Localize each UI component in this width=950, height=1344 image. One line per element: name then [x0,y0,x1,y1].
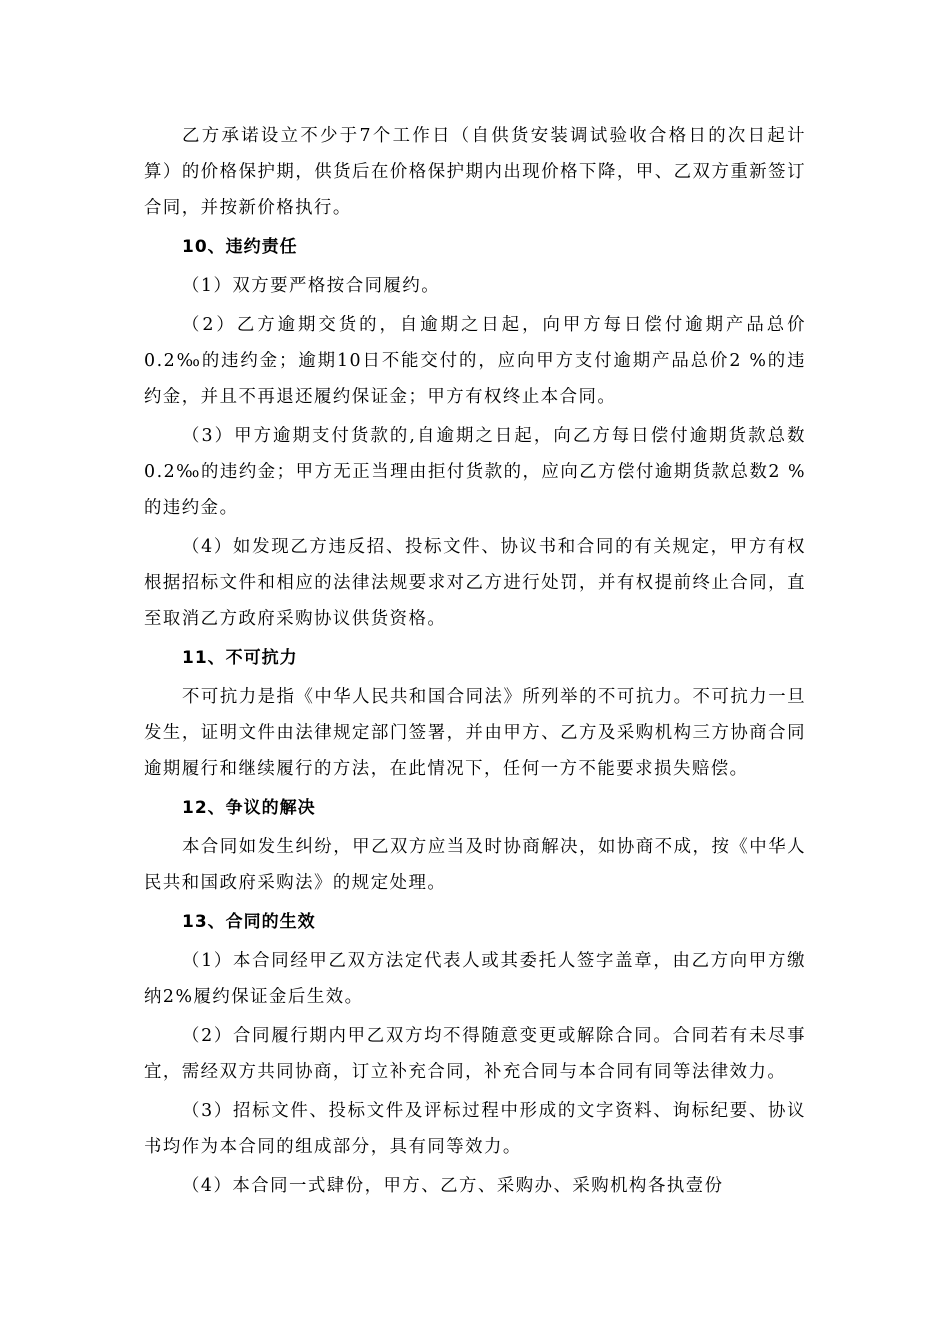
clause-13-3: （3）招标文件、投标文件及评标过程中形成的文字资料、询标纪要、协议书均作为本合同的组成部分，具有同等效力。 [144,1101,806,1157]
document-body [144,118,806,1204]
section-heading-contract-effect: 13、合同的生效 [182,912,316,932]
clause-10-4: （4）如发现乙方违反招、投标文件、协议书和合同的有关规定，甲方有权根据招标文件和相应的法律法规要求对乙方进行处罚，并有权提前终止合同，直至取消乙方政府采购协议供货资格。 [144,537,806,629]
clause-10-2: （2）乙方逾期交货的，自逾期之日起，向甲方每日偿付逾期产品总价0.2‰的违约金；逾期10日不能交付的，应向甲方支付逾期产品总价2 %的违约金，并且不再退还履约保证金；甲方有权终止本合同。 [144,315,806,407]
clause-10-1: （1）双方要严格按合同履约。 [182,276,441,296]
section-heading-dispute-resolution: 12、争议的解决 [182,798,316,818]
clause-13-2: （2）合同履行期内甲乙双方均不得随意变更或解除合同。合同若有未尽事宜，需经双方共同协商，订立补充合同，补充合同与本合同有同等法律效力。 [144,1026,806,1082]
section-heading-breach-liability: 10、违约责任 [182,237,298,257]
paragraph-price-protection: 乙方承诺设立不少于7个工作日（自供货安装调试验收合格日的次日起计算）的价格保护期，供货后在价格保护期内出现价格下降，甲、乙双方重新签订合同，并按新价格执行。 [144,126,806,218]
clause-10-3: （3）甲方逾期支付货款的,自逾期之日起，向乙方每日偿付逾期货款总数0.2‰的违约金；甲方无正当理由拒付货款的，应向乙方偿付逾期货款总数2 %的违约金。 [144,426,806,518]
section-heading-force-majeure: 11、不可抗力 [182,648,298,668]
clause-13-4: （4）本合同一式肆份，甲方、乙方、采购办、采购机构各执壹份 [182,1176,724,1196]
clause-13-1: （1）本合同经甲乙双方法定代表人或其委托人签字盖章，由乙方向甲方缴纳2%履约保证金后生效。 [144,951,806,1007]
clause-11-body: 不可抗力是指《中华人民共和国合同法》所列举的不可抗力。不可抗力一旦发生，证明文件由法律规定部门签署，并由甲方、乙方及采购机构三方协商合同逾期履行和继续履行的方法，在此情况下，任何一方不能要求损失赔偿。 [144,687,806,779]
clause-12-body: 本合同如发生纠纷，甲乙双方应当及时协商解决，如协商不成，按《中华人民共和国政府采购法》的规定处理。 [144,837,806,893]
